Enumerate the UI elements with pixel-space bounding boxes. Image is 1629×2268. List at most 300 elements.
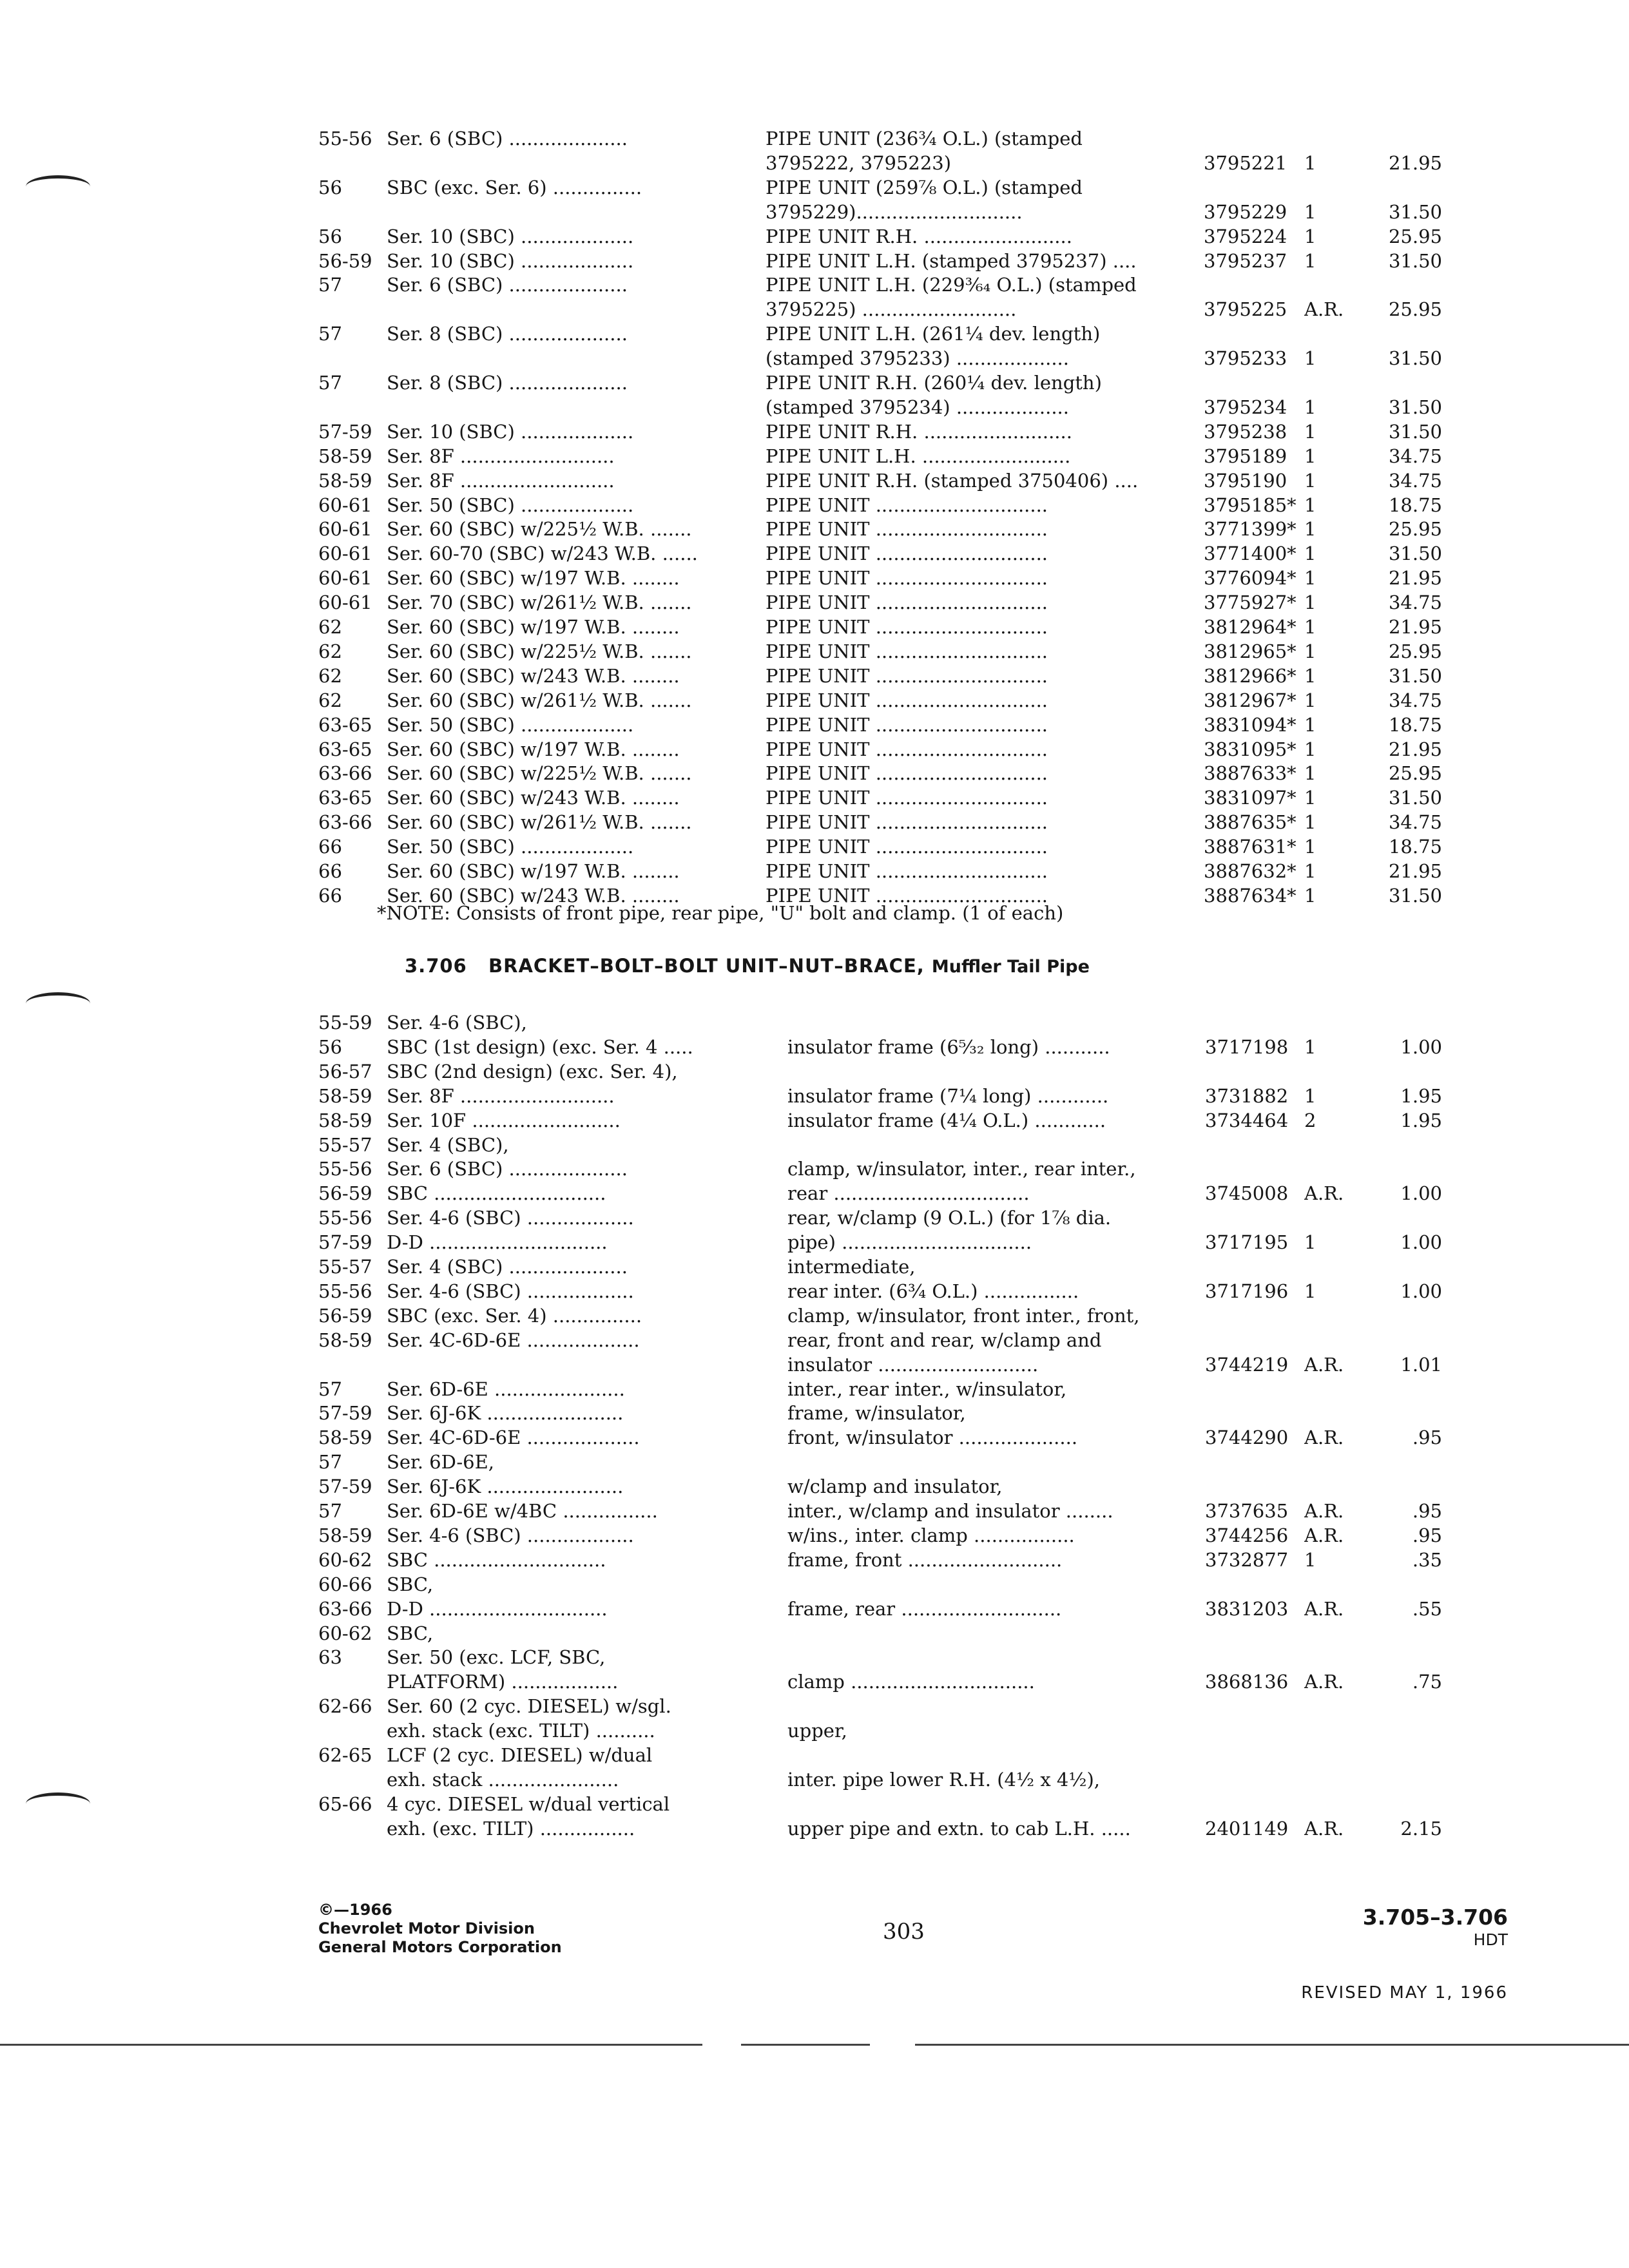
description: PIPE UNIT R.H. (260¼ dev. length) — [766, 372, 1102, 394]
description: PIPE UNIT ............................. — [766, 616, 1048, 638]
part-number: 3795224 — [1204, 225, 1287, 247]
price: .55 — [1412, 1597, 1442, 1620]
description: PIPE UNIT ............................. — [766, 664, 1048, 687]
description — [787, 1059, 1193, 1084]
quantity — [1304, 1377, 1362, 1401]
application: Ser. 60 (SBC) w/225½ W.B. ....... — [387, 640, 692, 662]
model-years: 58-59 — [318, 1427, 372, 1449]
binder-hole-mark — [26, 1792, 90, 1815]
model-years — [318, 1816, 383, 1841]
price: 34.75 — [1388, 591, 1442, 614]
price: 34.75 — [1388, 445, 1442, 467]
price — [1360, 322, 1442, 346]
quantity: 1 — [1304, 884, 1316, 907]
quantity: 1 — [1304, 1084, 1316, 1107]
price: .75 — [1412, 1671, 1442, 1693]
part-number: 3795238 — [1204, 420, 1287, 443]
part-number: 3771399* — [1204, 518, 1296, 541]
model-years: 62-66 — [318, 1695, 372, 1718]
section-title: BRACKET–BOLT–BOLT UNIT–NUT–BRACE, — [488, 955, 925, 977]
part-number — [1205, 1572, 1302, 1597]
part-number — [1205, 1450, 1302, 1474]
description: PIPE UNIT ............................. — [766, 518, 1048, 541]
description: insulator frame (7¼ long) ............ — [787, 1084, 1109, 1107]
revision-date: REVISED MAY 1, 1966 — [1301, 1983, 1508, 2003]
part-number: 3887632* — [1204, 860, 1296, 882]
quantity: 1 — [1304, 1231, 1316, 1254]
part-number — [1205, 1792, 1302, 1816]
application: Ser. 10F ......................... — [387, 1109, 621, 1131]
application — [387, 346, 747, 370]
bottom-rule — [0, 2044, 702, 2046]
application: SBC (exc. Ser. 6) ............... — [387, 176, 642, 198]
part-number — [1205, 1621, 1302, 1646]
description — [787, 1450, 1193, 1474]
part-number — [1204, 370, 1300, 395]
description: PIPE UNIT ............................. — [766, 640, 1048, 662]
description — [787, 1133, 1193, 1157]
description: 3795229)............................ — [766, 200, 1023, 223]
description: inter., w/clamp and insulator ........ — [787, 1500, 1113, 1522]
model-years — [318, 395, 383, 419]
price: .95 — [1412, 1427, 1442, 1449]
application: Ser. 6 (SBC) .................... — [387, 1158, 628, 1180]
model-years: 60-61 — [318, 567, 372, 590]
model-years — [318, 1767, 383, 1792]
binder-hole-mark — [26, 992, 90, 1015]
description: intermediate, — [787, 1256, 916, 1278]
application: Ser. 4-6 (SBC), — [387, 1012, 527, 1033]
description: frame, w/insulator, — [787, 1402, 966, 1425]
model-years: 57 — [318, 1451, 342, 1474]
model-years: 55-56 — [318, 1280, 372, 1302]
part-number: 3812966* — [1204, 664, 1296, 687]
application: SBC (exc. Ser. 4) ............... — [387, 1304, 642, 1327]
description: PIPE UNIT ............................. — [766, 836, 1048, 858]
quantity: 1 — [1304, 616, 1316, 638]
quantity — [1304, 1254, 1362, 1279]
part-number: 3776094* — [1204, 567, 1296, 590]
part-number: 3771400* — [1204, 543, 1296, 565]
part-number: 3868136 — [1205, 1671, 1289, 1693]
price: 25.95 — [1388, 298, 1442, 321]
quantity: 1 — [1304, 811, 1316, 834]
model-years: 60-62 — [318, 1622, 372, 1644]
part-number: 3887635* — [1204, 811, 1296, 834]
quantity — [1304, 1621, 1362, 1646]
price: 31.50 — [1388, 347, 1442, 370]
part-number: 3795190 — [1204, 469, 1287, 492]
application: Ser. 4C-6D-6E ................... — [387, 1427, 640, 1449]
price — [1360, 1157, 1442, 1181]
description: clamp, w/insulator, front inter., front, — [787, 1304, 1140, 1327]
part-number — [1205, 1645, 1302, 1669]
price: 31.50 — [1388, 787, 1442, 809]
part-number: 3795234 — [1204, 396, 1287, 418]
model-years: 55-57 — [318, 1133, 372, 1156]
part-number: 3795225 — [1204, 298, 1287, 321]
application: Ser. 6J-6K ....................... — [387, 1402, 624, 1425]
application: Ser. 50 (SBC) ................... — [387, 836, 634, 858]
description: PIPE UNIT ............................. — [766, 543, 1048, 565]
description — [787, 1621, 1193, 1646]
application: Ser. 4 (SBC), — [387, 1133, 509, 1156]
description: upper, — [787, 1720, 847, 1742]
price: 18.75 — [1388, 494, 1442, 516]
model-years: 63-65 — [318, 787, 372, 809]
quantity — [1304, 1645, 1362, 1669]
page-number: 303 — [883, 1919, 925, 1945]
model-years — [318, 1718, 383, 1743]
quantity: 1 — [1304, 567, 1316, 590]
price — [1360, 1328, 1442, 1352]
description: PIPE UNIT (236¾ O.L.) (stamped — [766, 128, 1083, 149]
quantity: 1 — [1304, 445, 1316, 467]
price: 31.50 — [1388, 664, 1442, 687]
price: 31.50 — [1388, 249, 1442, 272]
application: SBC ............................. — [387, 1182, 606, 1205]
description: rear, w/clamp (9 O.L.) (for 1⅞ dia. — [787, 1207, 1112, 1229]
price — [1360, 1206, 1442, 1230]
part-number: 3731882 — [1205, 1084, 1289, 1107]
price: .35 — [1412, 1548, 1442, 1571]
part-number: 3812965* — [1204, 640, 1296, 662]
model-years: 56 — [318, 225, 342, 247]
application: SBC, — [387, 1622, 434, 1644]
price — [1360, 1694, 1442, 1718]
model-years: 60-61 — [318, 543, 372, 565]
description: PIPE UNIT ............................. — [766, 689, 1048, 711]
price: 34.75 — [1388, 469, 1442, 492]
part-number — [1205, 1206, 1302, 1230]
price — [1360, 126, 1442, 151]
quantity — [1304, 175, 1362, 200]
quantity: 1 — [1304, 225, 1316, 247]
application: Ser. 60 (SBC) w/197 W.B. ........ — [387, 738, 680, 760]
part-number — [1204, 175, 1300, 200]
application: SBC (1st design) (exc. Ser. 4 ..... — [387, 1035, 693, 1058]
price: 31.50 — [1388, 884, 1442, 907]
model-years: 62 — [318, 616, 342, 638]
price: 25.95 — [1388, 762, 1442, 785]
part-number — [1204, 273, 1300, 297]
part-number: 3717195 — [1205, 1231, 1289, 1254]
part-number: 3887633* — [1204, 762, 1296, 785]
part-number — [1205, 1767, 1302, 1792]
description: rear ................................. — [787, 1182, 1030, 1205]
model-years — [318, 346, 383, 370]
quantity: 1 — [1304, 518, 1316, 541]
application: Ser. 4C-6D-6E ................... — [387, 1329, 640, 1351]
part-number — [1205, 1401, 1302, 1425]
description: inter. pipe lower R.H. (4½ x 4½), — [787, 1768, 1100, 1791]
publisher-block — [318, 1901, 562, 1957]
application: Ser. 60 (SBC) w/197 W.B. ........ — [387, 567, 680, 590]
application: Ser. 6D-6E ...................... — [387, 1378, 625, 1400]
application — [387, 151, 747, 175]
application: Ser. 4-6 (SBC) .................. — [387, 1280, 634, 1302]
price: 31.50 — [1388, 396, 1442, 418]
description: pipe) ................................ — [787, 1231, 1032, 1254]
model-years — [318, 200, 383, 224]
price — [1360, 1401, 1442, 1425]
description: PIPE UNIT (259⅞ O.L.) (stamped — [766, 176, 1083, 198]
quantity — [1304, 1059, 1362, 1084]
part-number: 3744219 — [1205, 1353, 1289, 1376]
model-years: 57 — [318, 1500, 342, 1522]
description: PIPE UNIT ............................. — [766, 762, 1048, 785]
model-years: 55-57 — [318, 1256, 372, 1278]
part-number: 3717196 — [1205, 1280, 1289, 1302]
section-subtitle: Muffler Tail Pipe — [931, 957, 1090, 977]
price — [1360, 1059, 1442, 1084]
part-number — [1205, 1254, 1302, 1279]
application: Ser. 60-70 (SBC) w/243 W.B. ...... — [387, 543, 698, 565]
description: rear, front and rear, w/clamp and — [787, 1329, 1102, 1351]
description: PIPE UNIT ............................. — [766, 884, 1048, 907]
description: PIPE UNIT ............................. — [766, 860, 1048, 882]
application: Ser. 4-6 (SBC) .................. — [387, 1207, 634, 1229]
description: PIPE UNIT ............................. — [766, 591, 1048, 614]
model-years — [318, 1669, 383, 1694]
part-number: 3745008 — [1205, 1182, 1289, 1205]
application: Ser. 10 (SBC) ................... — [387, 249, 634, 272]
hdt-label: HDT — [1473, 1930, 1508, 1949]
price: 31.50 — [1388, 420, 1442, 443]
model-years: 60-61 — [318, 518, 372, 541]
description: inter., rear inter., w/insulator, — [787, 1378, 1067, 1400]
price: 1.00 — [1400, 1035, 1442, 1058]
application: D-D .............................. — [387, 1597, 608, 1620]
description: PIPE UNIT L.H. (stamped 3795237) .... — [766, 249, 1137, 272]
application: LCF (2 cyc. DIESEL) w/dual — [387, 1744, 653, 1766]
part-number: 3795189 — [1204, 445, 1287, 467]
quantity — [1304, 370, 1362, 395]
quantity — [1304, 1303, 1362, 1328]
part-number — [1205, 1474, 1302, 1499]
model-years — [318, 151, 383, 175]
corporation-name: General Motors Corporation — [318, 1938, 562, 1956]
description: PIPE UNIT ............................. — [766, 713, 1048, 736]
quantity: 1 — [1304, 689, 1316, 711]
description: 3795222, 3795223) — [766, 151, 952, 174]
bottom-rule — [915, 2044, 1629, 2046]
application: Ser. 60 (2 cyc. DIESEL) w/sgl. — [387, 1695, 671, 1718]
price: 34.75 — [1388, 811, 1442, 834]
application: Ser. 8 (SBC) .................... — [387, 323, 628, 345]
application: Ser. 10 (SBC) ................... — [387, 420, 634, 443]
model-years: 57-59 — [318, 420, 372, 443]
quantity: A.R. — [1304, 1597, 1344, 1620]
model-years — [318, 297, 383, 322]
model-years: 56-59 — [318, 1304, 372, 1327]
part-number: 3717198 — [1205, 1035, 1289, 1058]
model-years: 56-59 — [318, 1182, 372, 1205]
description — [787, 1010, 1193, 1035]
quantity: 1 — [1304, 151, 1316, 174]
price: 31.50 — [1388, 200, 1442, 223]
quantity — [1304, 1133, 1362, 1157]
section-code: 3.705–3.706 — [1362, 1905, 1508, 1930]
model-years: 66 — [318, 836, 342, 858]
quantity — [1304, 1718, 1362, 1743]
application: Ser. 60 (SBC) w/243 W.B. ........ — [387, 664, 680, 687]
quantity — [1304, 1328, 1362, 1352]
model-years: 57 — [318, 274, 342, 296]
description: upper pipe and extn. to cab L.H. ..... — [787, 1817, 1131, 1840]
model-years — [318, 1352, 383, 1377]
bottom-rule — [741, 2044, 870, 2046]
table-note: *NOTE: Consists of front pipe, rear pipe, "U" bolt and clamp. (1 of each) — [377, 902, 1064, 924]
price — [1360, 1572, 1442, 1597]
description: (stamped 3795234) ................... — [766, 396, 1069, 418]
price: 21.95 — [1388, 616, 1442, 638]
application: Ser. 4 (SBC) .................... — [387, 1256, 628, 1278]
model-years: 63-65 — [318, 713, 372, 736]
binder-hole-mark — [26, 175, 90, 198]
model-years: 66 — [318, 860, 342, 882]
quantity: 1 — [1304, 738, 1316, 760]
model-years: 63-66 — [318, 811, 372, 834]
description — [787, 1743, 1193, 1767]
application: Ser. 60 (SBC) w/225½ W.B. ....... — [387, 762, 692, 785]
description: w/clamp and insulator, — [787, 1475, 1003, 1498]
model-years: 56-57 — [318, 1060, 372, 1082]
application: Ser. 60 (SBC) w/261½ W.B. ....... — [387, 811, 692, 834]
application: exh. (exc. TILT) ................ — [387, 1817, 635, 1840]
application: Ser. 8F .......................... — [387, 469, 615, 492]
quantity: 2 — [1304, 1109, 1316, 1131]
description: 3795225) .......................... — [766, 298, 1017, 321]
application: Ser. 50 (SBC) ................... — [387, 713, 634, 736]
part-number: 3831203 — [1205, 1597, 1289, 1620]
description: PIPE UNIT L.H. ......................... — [766, 445, 1071, 467]
model-years: 56 — [318, 176, 342, 198]
price — [1360, 1718, 1442, 1743]
quantity: 1 — [1304, 836, 1316, 858]
price — [1360, 273, 1442, 297]
price: 25.95 — [1388, 518, 1442, 541]
application: PLATFORM) .................. — [387, 1671, 619, 1693]
price — [1360, 1743, 1442, 1767]
price — [1360, 1474, 1442, 1499]
part-number — [1205, 1059, 1302, 1084]
price — [1360, 1645, 1442, 1669]
model-years: 60-61 — [318, 494, 372, 516]
application: Ser. 60 (SBC) w/197 W.B. ........ — [387, 860, 680, 882]
description — [787, 1792, 1193, 1816]
part-number — [1205, 1694, 1302, 1718]
quantity: 1 — [1304, 249, 1316, 272]
application: D-D .............................. — [387, 1231, 608, 1254]
description: PIPE UNIT ............................. — [766, 738, 1048, 760]
model-years: 62 — [318, 664, 342, 687]
application: SBC, — [387, 1573, 434, 1595]
application: Ser. 60 (SBC) w/197 W.B. ........ — [387, 616, 680, 638]
price: 21.95 — [1388, 860, 1442, 882]
model-years: 57 — [318, 372, 342, 394]
quantity: A.R. — [1304, 298, 1344, 321]
description: PIPE UNIT ............................. — [766, 811, 1048, 834]
model-years: 57-59 — [318, 1402, 372, 1425]
quantity — [1304, 1767, 1362, 1792]
quantity: 1 — [1304, 469, 1316, 492]
quantity: A.R. — [1304, 1817, 1344, 1840]
description: insulator frame (6⁵⁄₃₂ long) ........... — [787, 1035, 1110, 1058]
application: exh. stack ...................... — [387, 1768, 619, 1791]
quantity: A.R. — [1304, 1182, 1344, 1205]
application: SBC ............................. — [387, 1548, 606, 1571]
description: PIPE UNIT L.H. (229³⁄₆₄ O.L.) (stamped — [766, 274, 1137, 296]
price: 1.00 — [1400, 1280, 1442, 1302]
quantity: 1 — [1304, 420, 1316, 443]
part-number: 3775927* — [1204, 591, 1296, 614]
quantity — [1304, 1157, 1362, 1181]
model-years: 65-66 — [318, 1792, 372, 1815]
quantity: 1 — [1304, 1035, 1316, 1058]
part-number: 3744290 — [1205, 1427, 1289, 1449]
quantity: 1 — [1304, 1548, 1316, 1571]
model-years: 57 — [318, 1378, 342, 1400]
part-number — [1205, 1010, 1302, 1035]
description: PIPE UNIT R.H. ......................... — [766, 225, 1072, 247]
section-number: 3.706 — [405, 955, 467, 977]
price: 18.75 — [1388, 713, 1442, 736]
part-number: 3887631* — [1204, 836, 1296, 858]
part-number: 3737635 — [1205, 1500, 1289, 1522]
quantity: 1 — [1304, 200, 1316, 223]
price: 1.01 — [1400, 1353, 1442, 1376]
price: 1.00 — [1400, 1231, 1442, 1254]
model-years: 60-62 — [318, 1548, 372, 1571]
description: (stamped 3795233) ................... — [766, 347, 1069, 370]
application — [387, 200, 747, 224]
part-number: 3744256 — [1205, 1524, 1289, 1546]
application: Ser. 70 (SBC) w/261½ W.B. ....... — [387, 591, 692, 614]
model-years: 58-59 — [318, 1329, 372, 1351]
model-years: 55-56 — [318, 1207, 372, 1229]
quantity — [1304, 1792, 1362, 1816]
quantity — [1304, 1010, 1362, 1035]
model-years: 62 — [318, 640, 342, 662]
application: Ser. 60 (SBC) w/243 W.B. ........ — [387, 787, 680, 809]
price — [1360, 370, 1442, 395]
part-number: 3795229 — [1204, 200, 1287, 223]
application: Ser. 60 (SBC) w/225½ W.B. ....... — [387, 518, 692, 541]
quantity — [1304, 1743, 1362, 1767]
price — [1360, 1792, 1442, 1816]
price: 1.95 — [1400, 1084, 1442, 1107]
quantity: A.R. — [1304, 1500, 1344, 1522]
model-years: 60-61 — [318, 591, 372, 614]
application: Ser. 6J-6K ....................... — [387, 1475, 624, 1498]
division-name: Chevrolet Motor Division — [318, 1919, 535, 1937]
quantity — [1304, 1206, 1362, 1230]
part-number: 3734464 — [1205, 1109, 1289, 1131]
description: PIPE UNIT ............................. — [766, 567, 1048, 590]
quantity — [1304, 1450, 1362, 1474]
price — [1360, 1254, 1442, 1279]
application: Ser. 60 (SBC) w/243 W.B. ........ — [387, 884, 680, 907]
model-years: 56 — [318, 1035, 342, 1058]
price: 25.95 — [1388, 640, 1442, 662]
model-years: 58-59 — [318, 1084, 372, 1107]
description: PIPE UNIT ............................. — [766, 494, 1048, 516]
model-years: 56-59 — [318, 249, 372, 272]
description: w/ins., inter. clamp ................. — [787, 1524, 1075, 1546]
price: 1.95 — [1400, 1109, 1442, 1131]
quantity: 1 — [1304, 860, 1316, 882]
